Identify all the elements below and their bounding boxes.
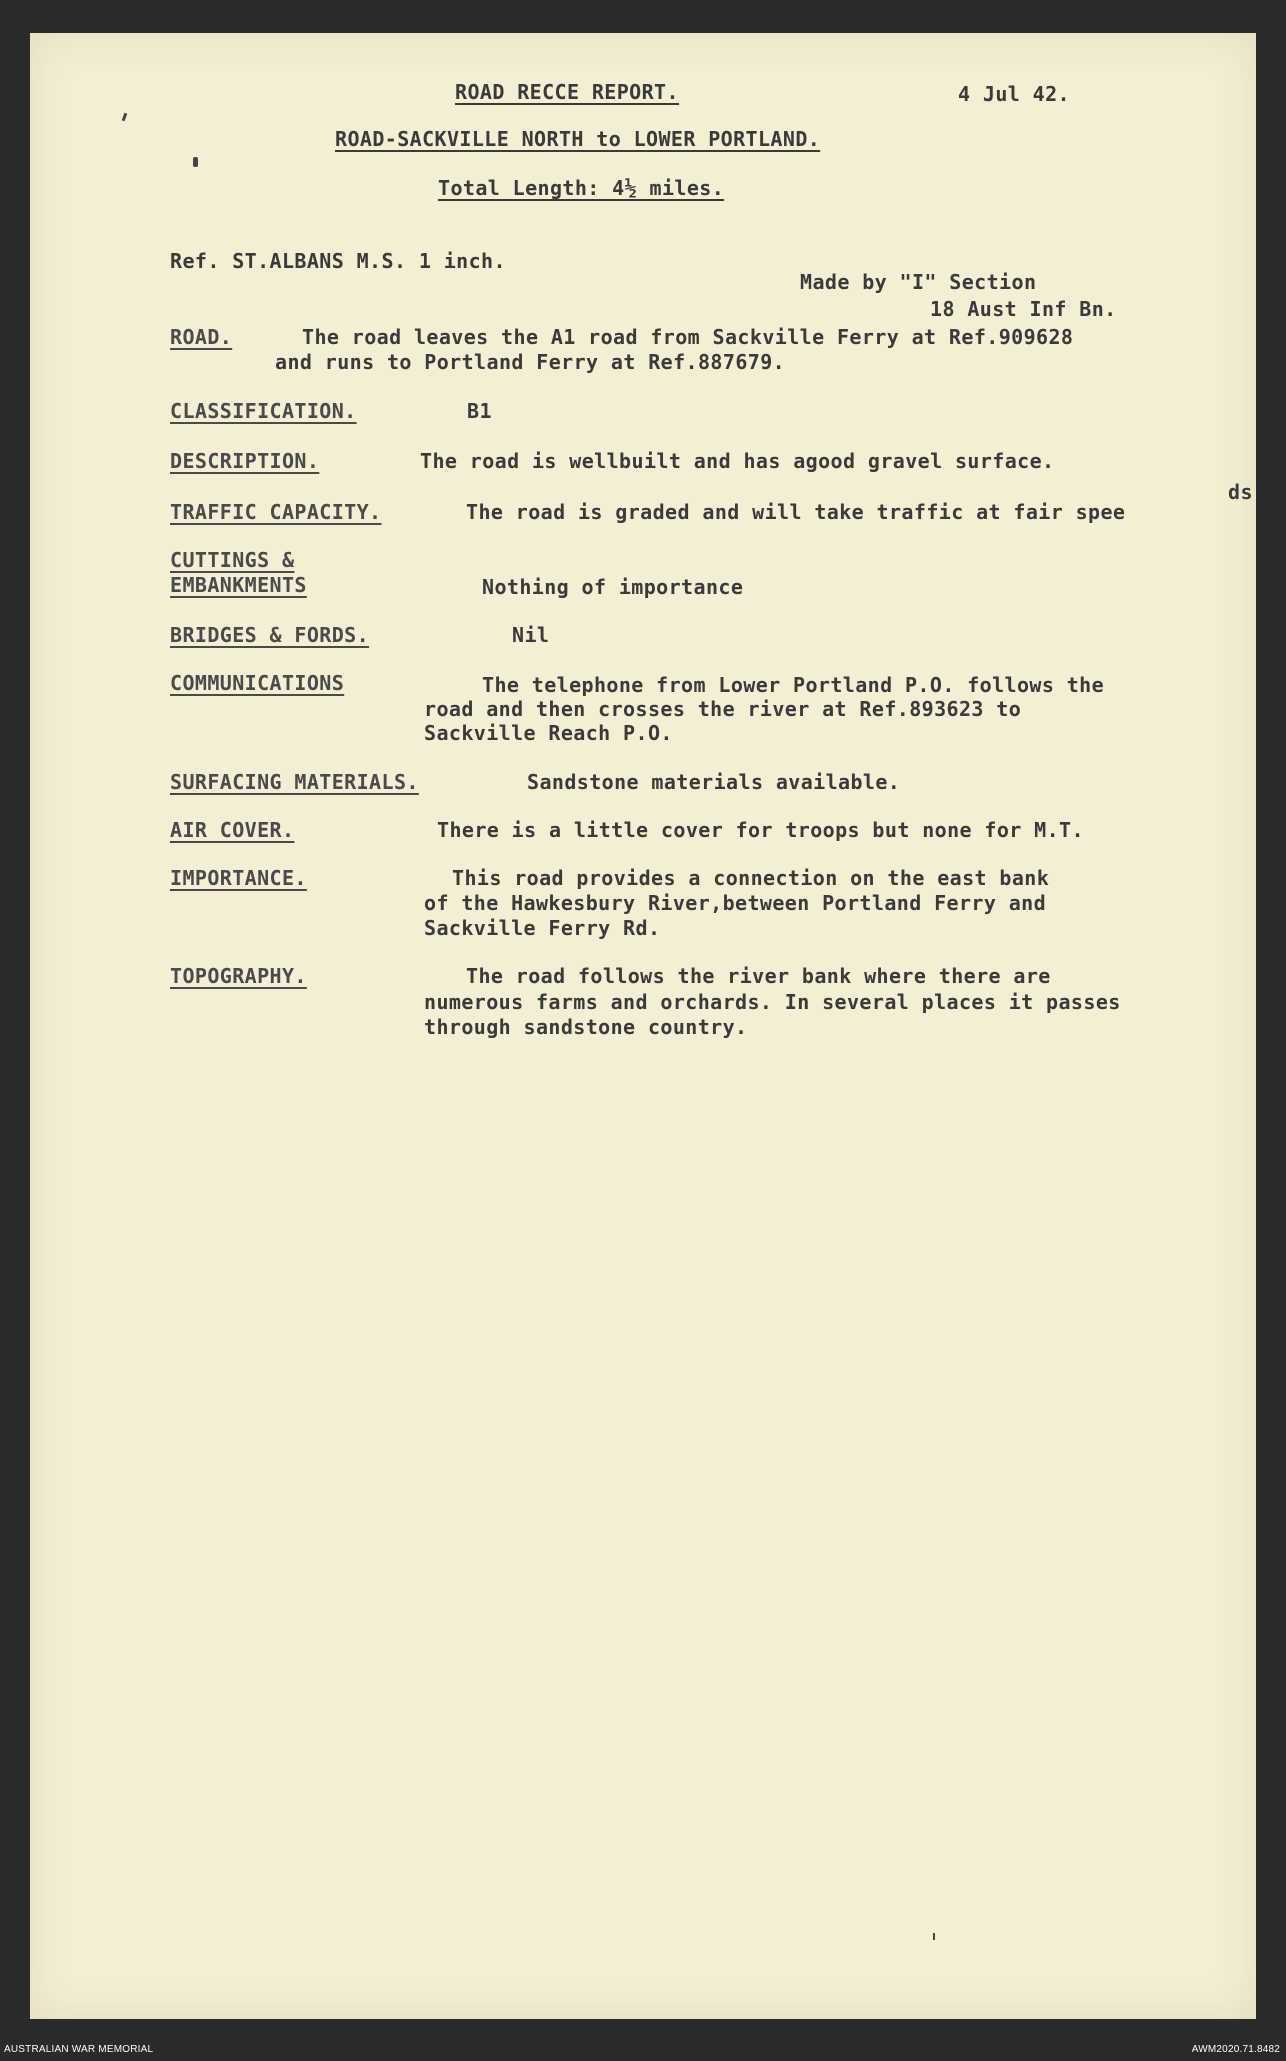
classification-label: CLASSIFICATION. xyxy=(170,399,357,423)
description-label: DESCRIPTION. xyxy=(170,449,320,473)
footer-accession-number: AWM2020.71.8482 xyxy=(1191,2044,1280,2055)
embankments-label: EMBANKMENTS xyxy=(170,573,307,597)
footer-institution: AUSTRALIAN WAR MEMORIAL xyxy=(4,2044,154,2055)
road-label: ROAD. xyxy=(170,325,233,349)
made-by-line-2: 18 Aust Inf Bn. xyxy=(930,297,1117,321)
road-text-line-2: and runs to Portland Ferry at Ref.887679. xyxy=(275,350,786,374)
map-reference: Ref. ST.ALBANS M.S. 1 inch. xyxy=(170,249,506,273)
road-text-line-1: The road leaves the A1 road from Sackville Ferry at Ref.909628 xyxy=(302,325,1074,349)
road-name: ROAD-SACKVILLE NORTH to LOWER PORTLAND. xyxy=(335,127,821,151)
surfacing-label: SURFACING MATERIALS. xyxy=(170,770,419,794)
cuttings-value: Nothing of importance xyxy=(482,575,744,599)
topography-line-3: through sandstone country. xyxy=(424,1015,748,1039)
paper-mark xyxy=(933,1933,935,1940)
air-cover-label: AIR COVER. xyxy=(170,818,295,842)
paper-mark xyxy=(193,157,198,167)
communications-line-3: Sackville Reach P.O. xyxy=(424,721,673,745)
surfacing-value: Sandstone materials available. xyxy=(527,770,901,794)
communications-label: COMMUNICATIONS xyxy=(170,671,345,695)
traffic-overflow: ds xyxy=(1228,480,1253,504)
traffic-capacity-label: TRAFFIC CAPACITY. xyxy=(170,500,382,524)
bridges-value: Nil xyxy=(512,623,550,647)
topography-label: TOPOGRAPHY. xyxy=(170,964,307,988)
communications-line-2: road and then crosses the river at Ref.893623 to xyxy=(424,697,1022,721)
description-value: The road is wellbuilt and has agood gravel surface. xyxy=(420,449,1055,473)
bridges-label: BRIDGES & FORDS. xyxy=(170,623,370,647)
communications-line-1: The telephone from Lower Portland P.O. follows the xyxy=(482,673,1105,697)
total-length: Total Length: 4½ miles. xyxy=(438,176,725,200)
report-date: 4 Jul 42. xyxy=(958,82,1070,106)
importance-line-1: This road provides a connection on the east bank xyxy=(452,866,1050,890)
topography-line-2: numerous farms and orchards. In several places it passes xyxy=(424,990,1121,1014)
importance-line-2: of the Hawkesbury River,between Portland Ferry and xyxy=(424,891,1047,915)
cuttings-label: CUTTINGS & xyxy=(170,548,295,572)
topography-line-1: The road follows the river bank where there are xyxy=(466,964,1051,988)
importance-line-3: Sackville Ferry Rd. xyxy=(424,916,661,940)
air-cover-value: There is a little cover for troops but none for M.T. xyxy=(437,818,1084,842)
report-title: ROAD RECCE REPORT. xyxy=(455,80,679,104)
made-by-line-1: Made by "I" Section xyxy=(800,270,1037,294)
traffic-capacity-value: The road is graded and will take traffic at fair spee xyxy=(466,500,1126,524)
importance-label: IMPORTANCE. xyxy=(170,866,307,890)
classification-value: B1 xyxy=(467,399,492,423)
